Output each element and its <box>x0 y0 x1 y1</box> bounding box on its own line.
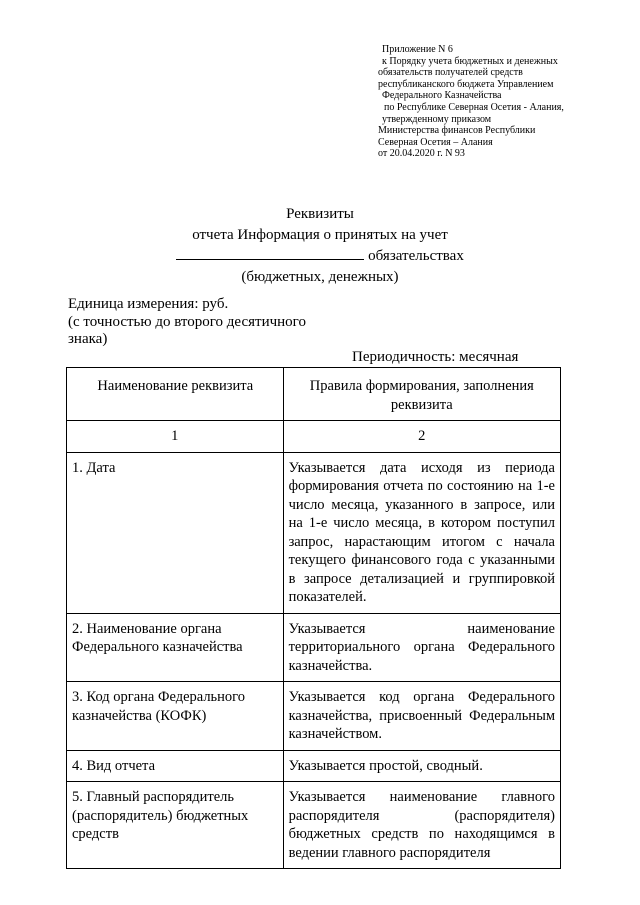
appendix-line: к Порядку учета бюджетных и денежных <box>382 55 558 67</box>
units-line-2: (с точностью до второго десятичного <box>68 313 306 330</box>
appendix-header <box>378 44 628 160</box>
requisite-rule: Указывается дата исходя из периода формирования отчета по состоянию на 1-е число месяца, указанного в запросе, или на 1-е число месяца, в котором поступил запрос, нарастающим итогом с начала текущего финансового года с указанными в запросе детализацией и группировкой показателей. <box>283 452 560 613</box>
table-row <box>67 452 561 613</box>
requisite-name: 2. Наименование органа Федерального казначейства <box>67 613 284 682</box>
table-row <box>67 682 561 751</box>
title-line-3 <box>0 245 640 267</box>
requisite-name: 5. Главный распорядитель (распорядитель) бюджетных средств <box>67 782 284 869</box>
requisites-table <box>66 367 561 869</box>
appendix-line: от 20.04.2020 г. N 93 <box>378 148 465 160</box>
units-of-measure <box>68 296 328 349</box>
table-row <box>67 782 561 869</box>
requisite-rule: Указывается простой, сводный. <box>283 750 560 782</box>
appendix-line: по Республике Северная Осетия - Алания, <box>384 101 564 113</box>
appendix-line: обязательств получателей средств <box>378 67 523 79</box>
periodicity: Периодичность: месячная <box>352 349 519 365</box>
title-line-2: отчета Информация о принятых на учет <box>192 226 448 243</box>
table-header-row <box>67 368 561 421</box>
blank-underline <box>176 245 364 260</box>
requisite-rule: Указывается код органа Федерального казначейства, присвоенный Федеральным казначейством. <box>283 682 560 751</box>
requisite-rule: Указывается наименование территориального органа Федерального казначейства. <box>283 613 560 682</box>
column-number: 2 <box>283 421 560 453</box>
appendix-line: Приложение N 6 <box>382 44 453 55</box>
requisite-name: 4. Вид отчета <box>67 750 284 782</box>
column-number-row <box>67 421 561 453</box>
appendix-line: Северная Осетия – Алания <box>378 136 493 148</box>
title-line-3-text: обязательствах <box>368 248 464 264</box>
requisite-name: 1. Дата <box>67 452 284 613</box>
units-line-1: Единица измерения: руб. <box>68 296 229 312</box>
table-row <box>67 750 561 782</box>
requisite-rule: Указывается наименование главного распорядителя (распорядителя) бюджетных средств по находящимся в ведении главного распорядителя <box>283 782 560 869</box>
units-line-3: знака) <box>68 331 108 347</box>
column-header-name: Наименование реквизита <box>67 368 284 421</box>
document-title <box>0 204 640 287</box>
table-row <box>67 613 561 682</box>
appendix-line: утвержденному приказом <box>382 113 492 125</box>
requisite-name: 3. Код органа Федерального казначейства (КОФК) <box>67 682 284 751</box>
appendix-line: республиканского бюджета Управлением <box>378 78 554 90</box>
column-number: 1 <box>67 421 284 453</box>
title-line-4: (бюджетных, денежных) <box>241 268 399 285</box>
title-line-1: Реквизиты <box>286 206 354 222</box>
appendix-line: Министерства финансов Республики <box>378 125 536 137</box>
appendix-line: Федерального Казначейства <box>382 90 502 102</box>
column-header-rules: Правила формирования, заполнения реквизита <box>283 368 560 421</box>
